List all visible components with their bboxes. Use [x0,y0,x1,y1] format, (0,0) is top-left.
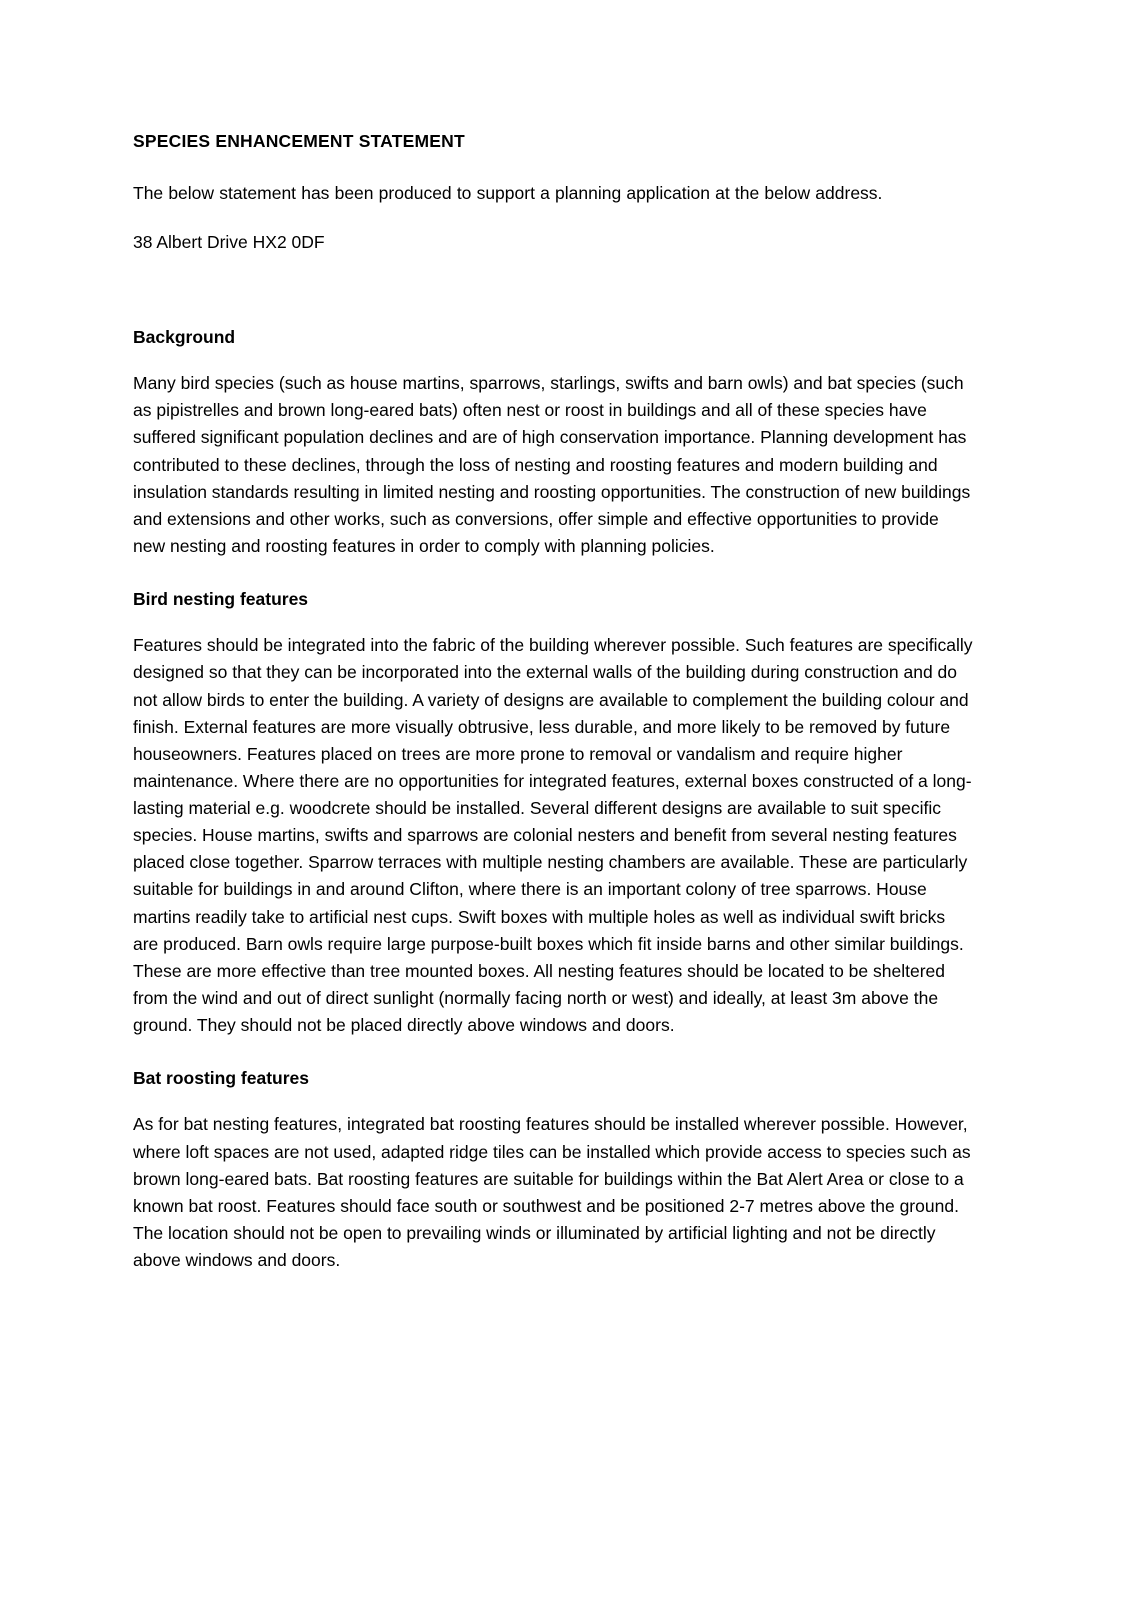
section-heading-bat-roosting-features: Bat roosting features [133,1068,309,1089]
section-heading-background: Background [133,326,236,347]
section-spacer [133,278,975,324]
section-body-bird-nesting-features: Features should be integrated into the fabric of the building wherever possible. Such features are specifically designed so that they can be incorporated into the external walls of the building during construction and do not allow birds to enter the building. A variety of designs are available to complement the building colour and finish. External features are more visually obtrusive, less durable, and more likely to be removed by future houseowners. Features placed on trees are more prone to removal or vandalism and require higher maintenance. Where there are no opportunities for integrated features, external boxes constructed of a long-lasting material e.g. woodcrete should be installed. Several different designs are available to suit specific species. House martins, swifts and sparrows are colonial nesters and benefit from several nesting features placed close together. Sparrow terraces with multiple nesting chambers are available. These are particularly suitable for buildings in and around Clifton, where there is an important colony of tree sparrows. House martins readily take to artificial nest cups. Swift boxes with multiple holes as well as individual swift bricks are produced. Barn owls require large purpose-built boxes which fit inside barns and other similar buildings. These are more effective than tree mounted boxes. All nesting features should be located to be sheltered from the wind and out of direct sunlight (normally facing north or west) and ideally, at least 3m above the ground. They should not be placed directly above windows and doors. [133,635,973,1035]
site-address: 38 Albert Drive HX2 0DF [133,231,325,252]
section-heading-bird-nesting-features: Bird nesting features [133,589,309,609]
intro-paragraph: The below statement has been produced to support a planning application at the below address. [133,182,883,203]
section-body-bat-roosting-features: As for bat nesting features, integrated bat roosting features should be installed wherever possible. However, where loft spaces are not used, adapted ridge tiles can be installed which provide access to species such as brown long-eared bats. Bat roosting features are suitable for buildings within the Bat Alert Area or close to a known bat roost. Features should face south or southwest and be positioned 2-7 metres above the ground. The location should not be open to prevailing winds or illuminated by artificial lighting and not be directly above windows and doors. [133,1114,971,1270]
page-title: SPECIES ENHANCEMENT STATEMENT [133,131,465,151]
section-body-background: Many bird species (such as house martins, sparrows, starlings, swifts and barn owls) and bat species (such as pipistrelles and brown long-eared bats) often nest or roost in buildings and all of these species have suffered significant population declines and are of high conservation importance. Planning development has contributed to these declines, through the loss of nesting and roosting features and modern building and insulation standards resulting in limited nesting and roosting opportunities. The construction of new buildings and extensions and other works, such as conversions, offer simple and effective opportunities to provide new nesting and roosting features in order to comply with planning policies. [133,373,971,556]
